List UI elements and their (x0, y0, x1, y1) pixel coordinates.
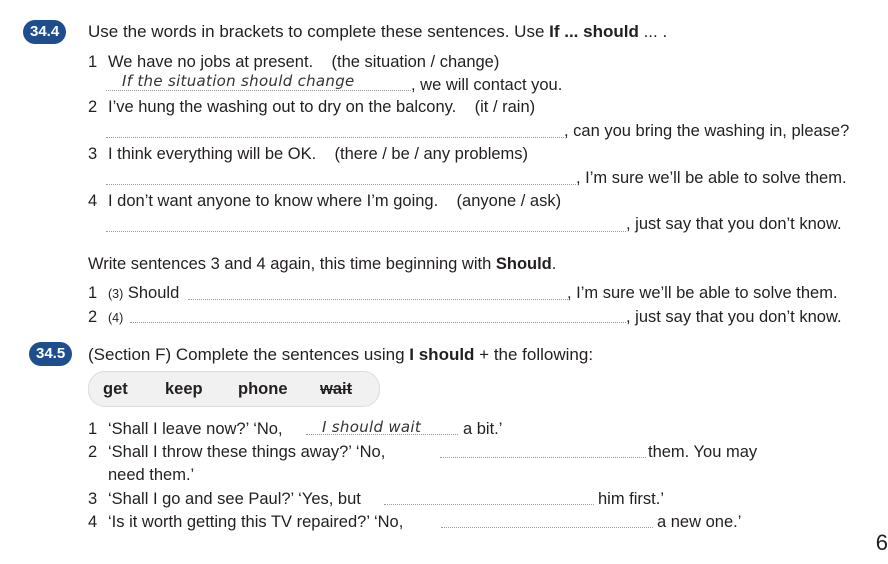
rewrite-start: Should (127, 284, 180, 302)
answer-line[interactable] (188, 299, 568, 300)
item-number: 1 (88, 420, 98, 438)
item-continuation: , can you bring the washing in, please? (564, 122, 850, 140)
answer-line[interactable] (440, 457, 646, 458)
question-line (88, 98, 535, 117)
sub-text: Write sentences 3 and 4 again, this time beginning with (88, 255, 496, 273)
word-option-used: wait (320, 380, 353, 398)
item-number: 3 (88, 145, 98, 163)
item-continuation: him first.’ (598, 490, 664, 508)
rewrite-line (88, 284, 179, 303)
title-text: Use the words in brackets to complete these sentences. Use (88, 22, 550, 41)
title-text: (Section F) Complete the sentences using (88, 345, 410, 364)
item-ref: (4) (108, 311, 124, 325)
item-number: 4 (88, 513, 98, 531)
sub-bold: Should (495, 255, 552, 273)
answer-line[interactable] (106, 231, 626, 232)
item-continuation: a new one.’ (657, 513, 742, 531)
word-option: get (103, 380, 128, 398)
item-text: I’ve hung the washing out to dry on the balcony. (108, 98, 457, 116)
word-option: phone (238, 380, 288, 398)
handwritten-answer: I should wait (322, 418, 422, 436)
answer-line[interactable] (106, 137, 564, 138)
title-bold: If ... should (549, 22, 639, 41)
item-hint: (the situation / change) (331, 53, 500, 71)
item-hint: (anyone / ask) (456, 192, 562, 210)
sub-tail: . (551, 255, 557, 273)
item-number: 2 (88, 443, 98, 461)
item-continuation: them. You may (648, 443, 758, 461)
answer-line[interactable] (106, 90, 411, 91)
item-text: ‘Shall I throw these things away?’ ‘No, (108, 443, 386, 461)
answer-line[interactable] (441, 527, 653, 528)
item-continuation: , just say that you don’t know. (626, 215, 842, 233)
question-line (88, 145, 528, 164)
title-tail: ... . (638, 22, 668, 41)
rewrite-line (88, 308, 123, 327)
item-number: 2 (88, 98, 98, 116)
exercise-badge: 34.4 (23, 20, 66, 44)
item-text: ‘Shall I leave now?’ ‘No, (108, 420, 283, 438)
answer-line[interactable] (106, 184, 576, 185)
item-number: 4 (88, 192, 98, 210)
item-continuation: a bit.’ (463, 420, 503, 438)
item-continuation: , I’m sure we’ll be able to solve them. (576, 169, 847, 187)
item-number: 3 (88, 490, 98, 508)
title-tail: + the following: (474, 345, 594, 364)
item-text: I don’t want anyone to know where I’m going. (108, 192, 439, 210)
item-text: We have no jobs at present. (108, 53, 314, 71)
question-line (88, 192, 561, 211)
answer-line[interactable] (130, 322, 626, 323)
exercise-title (88, 345, 593, 365)
exercise-title (88, 22, 667, 42)
item-text: ‘Shall I go and see Paul?’ ‘Yes, but (108, 490, 361, 508)
item-continuation: need them.’ (108, 466, 195, 484)
word-option: keep (165, 380, 203, 398)
question-line (88, 53, 499, 72)
item-number: 1 (88, 284, 98, 302)
item-continuation: , we will contact you. (411, 76, 563, 94)
question-line (88, 420, 283, 439)
item-number: 1 (88, 53, 98, 71)
item-continuation: , just say that you don’t know. (626, 308, 842, 326)
title-bold: I should (409, 345, 475, 364)
handwritten-answer: If the situation should change (122, 72, 355, 90)
answer-line[interactable] (384, 504, 594, 505)
item-number: 2 (88, 308, 98, 326)
word-box (88, 371, 380, 407)
sub-instruction (88, 255, 556, 274)
item-text: ‘Is it worth getting this TV repaired?’ ‘No, (108, 513, 404, 531)
question-line (88, 513, 403, 532)
item-ref: (3) (108, 287, 124, 301)
page-number: 6 (875, 530, 888, 555)
item-hint: (it / rain) (474, 98, 536, 116)
item-text: I think everything will be OK. (108, 145, 317, 163)
question-line (88, 490, 361, 509)
item-hint: (there / be / any problems) (334, 145, 529, 163)
exercise-badge: 34.5 (29, 342, 72, 366)
question-line (88, 443, 385, 462)
item-continuation: , I’m sure we’ll be able to solve them. (567, 284, 838, 302)
